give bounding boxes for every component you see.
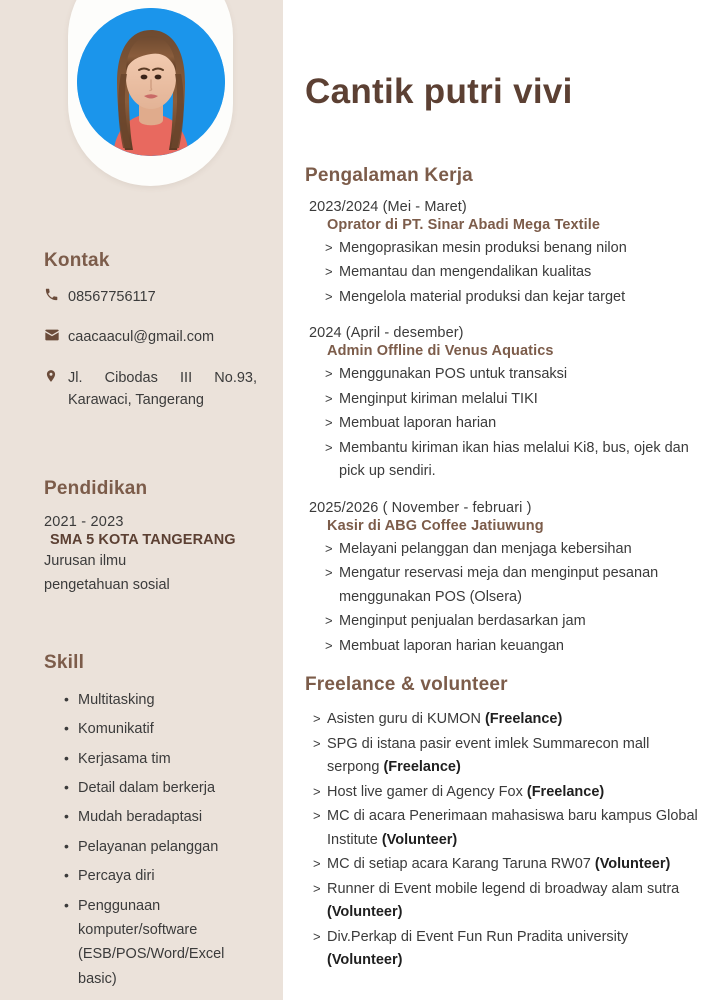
fv-item-tag: (Volunteer) — [594, 856, 671, 873]
job-duties-list — [305, 363, 705, 483]
job-duty-item: > Memantau dan mengendalikan kualitas — [305, 261, 705, 284]
fv-item-text: Host live gamer di Agency Fox — [327, 783, 527, 800]
job-period: 2024 (April - desember) — [309, 325, 464, 342]
education-school: SMA 5 KOTA TANGERANG — [50, 532, 236, 548]
page-title: Cantik putri vivi — [305, 72, 573, 111]
envelope-icon — [44, 327, 68, 343]
education-section — [0, 478, 283, 598]
jobs-container — [305, 199, 705, 658]
skill-item: • Kerjasama tim — [64, 747, 257, 771]
freelance-volunteer-item — [305, 926, 705, 973]
email-address: caacaacul@gmail.com — [68, 329, 215, 346]
fv-item-text: SPG di istana pasir event imlek Summarecon mall serpong — [327, 735, 650, 776]
job-title: Oprator di PT. Sinar Abadi Mega Textile — [327, 217, 601, 233]
fv-item-text: Runner di Event mobile legend di broadway alam sutra — [327, 880, 680, 897]
job-entry — [305, 199, 705, 309]
job-duty-item: > Menginput penjualan berdasarkan jam — [305, 610, 705, 633]
job-duty-item: > Membuat laporan harian keuangan — [305, 635, 705, 658]
job-duty-item: > Membuat laporan harian — [305, 412, 705, 435]
job-title: Admin Offline di Venus Aquatics — [327, 343, 554, 360]
job-duty-item: > Menginput kiriman melalui TIKI — [305, 388, 705, 411]
contact-phone-row[interactable] — [44, 286, 257, 308]
freelance-volunteer-item — [305, 708, 705, 731]
freelance-volunteer-item — [305, 733, 705, 780]
job-title: Kasir di ABG Coffee Jatiuwung — [327, 517, 544, 534]
fv-item-tag: (Freelance) — [526, 783, 605, 800]
job-entry — [305, 500, 705, 658]
job-duty-item: > Mengelola material produksi dan kejar target — [305, 286, 705, 309]
education-years: 2021 - 2023 — [44, 514, 124, 530]
freelance-volunteer-heading: Freelance & volunteer — [305, 674, 508, 696]
fv-item-tag: (Volunteer) — [327, 952, 403, 969]
location-pin-icon — [44, 368, 68, 384]
fv-item-tag: (Freelance) — [383, 759, 461, 776]
fv-item-text: MC di setiap acara Karang Taruna RW07 — [327, 856, 595, 873]
skill-item: • Penggunaan komputer/software (ESB/POS/Word/Excel basic) — [64, 894, 257, 991]
freelance-volunteer-item — [305, 805, 705, 852]
job-period: 2025/2026 ( November - februari ) — [309, 499, 532, 516]
job-duty-item: > Menggunakan POS untuk transaksi — [305, 363, 705, 386]
freelance-volunteer-list — [305, 708, 705, 972]
contact-section — [0, 250, 283, 430]
education-heading: Pendidikan — [44, 478, 148, 499]
freelance-volunteer-section — [305, 674, 705, 972]
address — [68, 367, 257, 412]
freelance-volunteer-item — [305, 878, 705, 925]
fv-item-tag: (Volunteer) — [327, 904, 403, 921]
job-duties-list — [305, 538, 705, 658]
phone-number: 08567756117 — [68, 289, 156, 305]
skills-section — [0, 652, 283, 996]
fv-item-text: Asisten guru di KUMON — [327, 711, 485, 728]
education-major-line-2: pengetahuan sosial — [44, 576, 170, 593]
skill-item: • Detail dalam berkerja — [64, 776, 257, 800]
portrait-illustration — [77, 8, 225, 156]
skill-item: • Mudah beradaptasi — [64, 805, 257, 829]
contact-heading: Kontak — [44, 250, 110, 271]
job-duty-item: > Mengatur reservasi meja dan menginput pesanan menggunakan POS (Olsera) — [305, 562, 705, 609]
fv-item-text: Div.Perkap di Event Fun Run Pradita university — [327, 928, 629, 945]
fv-item-tag: (Volunteer) — [381, 831, 458, 848]
skills-heading: Skill — [44, 652, 85, 673]
address-line-2: Karawaci, Tangerang — [68, 392, 204, 409]
address-line-1: Jl. Cibodas III No.93, — [68, 369, 257, 386]
fv-item-tag: (Freelance) — [484, 711, 563, 728]
freelance-volunteer-item — [305, 781, 705, 804]
job-duty-item: > Membantu kiriman ikan hias melalui Ki8, bus, ojek dan pick up sendiri. — [305, 437, 705, 484]
job-duty-item: > Mengoprasikan mesin produksi benang nilon — [305, 237, 705, 260]
skill-item: • Multitasking — [64, 688, 257, 712]
photo-frame — [68, 0, 233, 186]
skills-list — [44, 688, 257, 991]
education-major-line-1: Jurusan ilmu — [44, 553, 127, 569]
job-entry — [305, 325, 705, 483]
job-duty-item: > Melayani pelanggan dan menjaga kebersihan — [305, 538, 705, 561]
job-period: 2023/2024 (Mei - Maret) — [309, 199, 467, 215]
phone-icon — [44, 287, 68, 302]
skill-item: • Percaya diri — [64, 864, 257, 888]
work-experience-section — [305, 165, 705, 658]
skill-item: • Komunikatif — [64, 717, 257, 741]
job-duties-list — [305, 237, 705, 309]
experience-heading: Pengalaman Kerja — [305, 165, 473, 186]
contact-address-row — [44, 367, 257, 412]
freelance-volunteer-item — [305, 853, 705, 876]
avatar — [77, 8, 225, 156]
fv-item-text: MC di acara Penerimaan mahasiswa baru kampus Global Institute — [327, 808, 698, 848]
main-content — [283, 0, 711, 1000]
contact-email-row[interactable] — [44, 326, 257, 348]
skill-item: • Pelayanan pelanggan — [64, 835, 257, 859]
sidebar — [0, 0, 283, 1000]
